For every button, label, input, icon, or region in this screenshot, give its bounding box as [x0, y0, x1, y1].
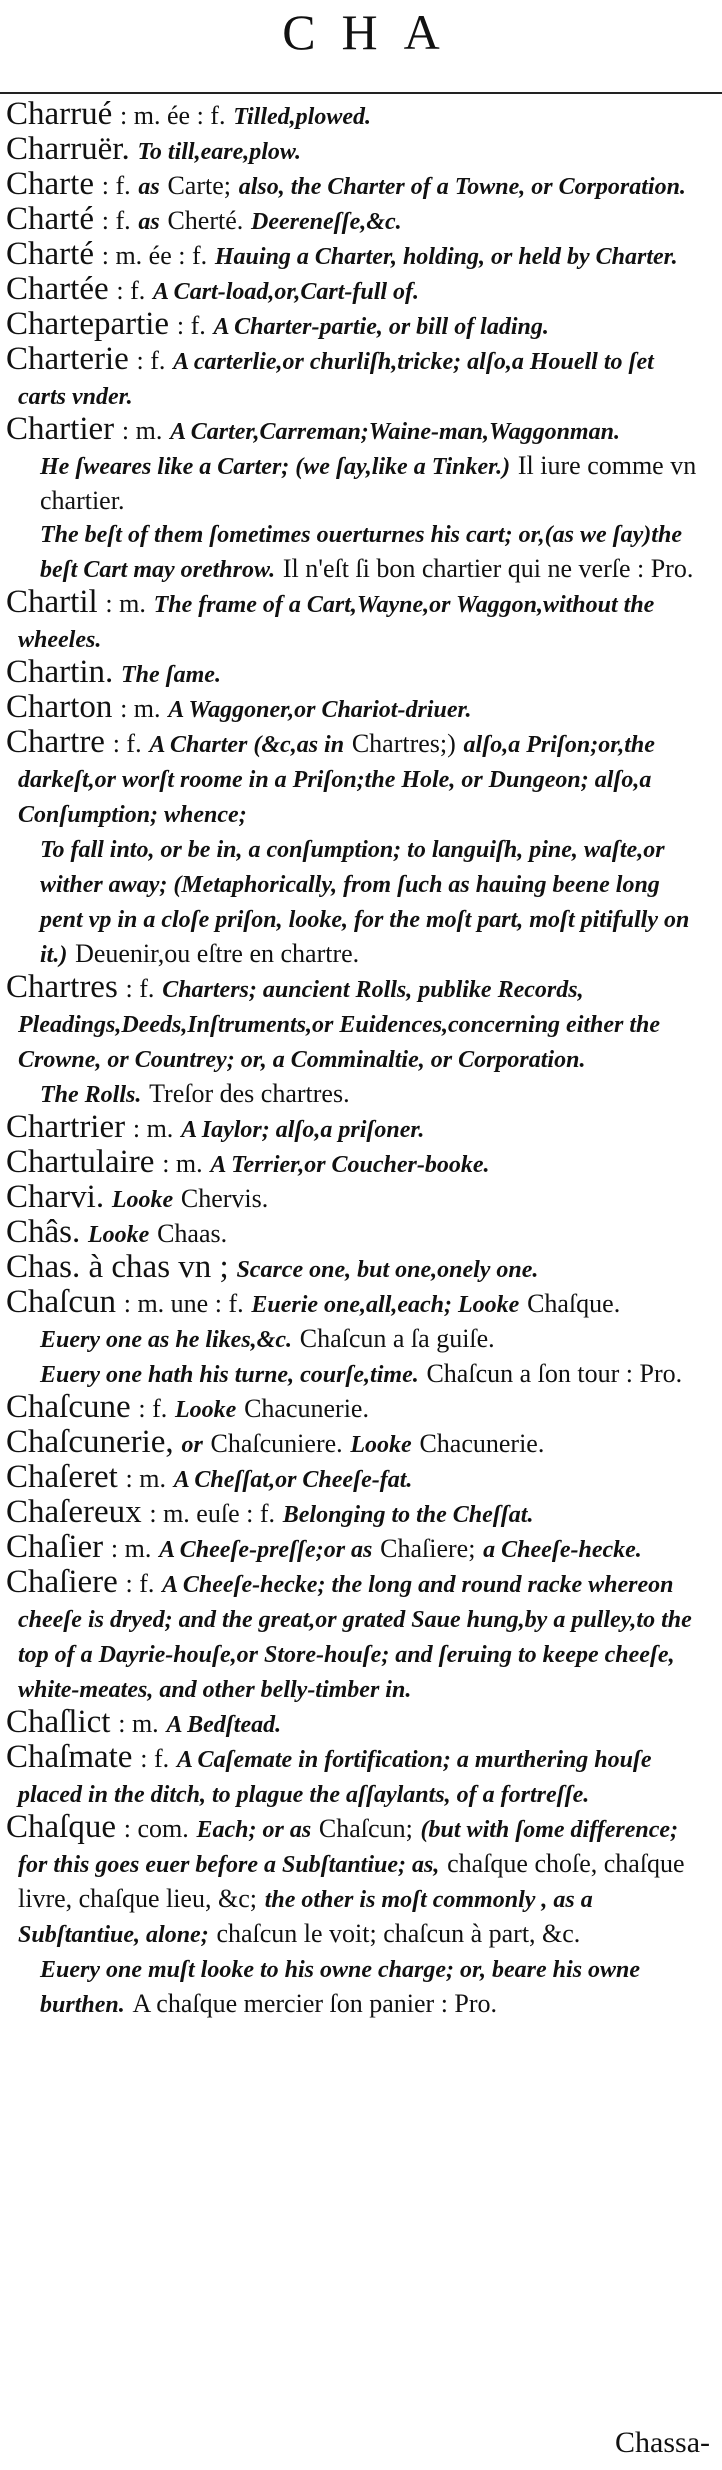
entry-hw-text: Chas. à chas vn ; — [6, 1249, 229, 1285]
entry-fr-text: Chartres;) — [351, 729, 456, 758]
dictionary-entry — [28, 1356, 706, 1391]
entry-en-text: Looke — [175, 1397, 237, 1423]
entry-hw-text: Chartrier — [6, 1109, 126, 1145]
dictionary-entry — [28, 1951, 706, 2021]
entry-en-text: The beſt of them ſometimes ouerturnes his cart; or,(as we ſay)the beſt Cart may orethrow. — [40, 522, 682, 583]
entry-fr-text: A chaſque mercier ſon panier : Pro. — [132, 1989, 498, 2018]
entry-gr-text: : m. euſe : f. — [149, 1499, 275, 1528]
entry-hw-text: Charté — [6, 236, 94, 272]
dictionary-entry — [6, 1496, 706, 1531]
entry-fr-text: chaſque choſe, chaſque livre, chaſque lieu, &c; — [18, 1849, 685, 1913]
entry-en-text: A Caſemate in fortification; a murthering houſe placed in the ditch, to plague the aſſaylants, of a fortreſſe. — [18, 1747, 652, 1808]
entry-gr-text: : m. — [162, 1149, 203, 1178]
entry-en-text: The Rolls. — [40, 1082, 142, 1108]
dictionary-entry — [6, 1531, 706, 1566]
entry-gr-text: : m. ée : f. — [101, 241, 208, 270]
entry-fr-text: Il n'eſt ſi bon chartier qui ne verſe : Pro. — [282, 554, 694, 583]
catchword: Chassa- — [615, 2426, 710, 2459]
dictionary-entry — [6, 1706, 706, 1741]
dictionary-entry — [6, 971, 706, 1076]
dictionary-entry — [6, 98, 706, 133]
entry-en-text: A Cart-load,or,Cart-full of. — [153, 279, 420, 305]
entry-en-text: (but with ſome difference; for this goes euer before a Subſtantiue; as, — [18, 1817, 679, 1878]
dictionary-entry — [6, 273, 706, 308]
dictionary-entry — [6, 1566, 706, 1706]
entry-gr-text: : f. — [112, 729, 142, 758]
entry-hw-text: Châs. — [6, 1214, 81, 1250]
entry-gr-text: : f. — [136, 346, 166, 375]
page-header — [0, 0, 722, 64]
entry-hw-text: Charrué — [6, 96, 113, 132]
dictionary-entry — [6, 308, 706, 343]
entry-gr-text: : f. — [101, 206, 131, 235]
dictionary-entry — [6, 586, 706, 656]
dictionary-entry — [28, 831, 706, 971]
dictionary-entry — [6, 343, 706, 413]
dictionary-entries — [6, 98, 706, 2021]
dictionary-entry — [6, 1111, 706, 1146]
entry-en-text: A Charter-partie, or bill of lading. — [213, 314, 549, 340]
entry-fr-text: Deuenir,ou eſtre en chartre. — [75, 939, 360, 968]
entry-hw-text: Chaſmate — [6, 1739, 133, 1775]
entry-hw-text: Charte — [6, 166, 94, 202]
entry-hw-text: Chartil — [6, 584, 98, 620]
dictionary-entry — [6, 238, 706, 273]
entry-hw-text: Chaſque — [6, 1809, 116, 1845]
entry-en-text: A Charter (&c,as in — [149, 732, 345, 758]
entry-en-text: A Terrier,or Coucher-booke. — [210, 1152, 490, 1178]
entry-gr-text: : com. — [123, 1814, 189, 1843]
entry-hw-text: Chartier — [6, 411, 115, 447]
entry-hw-text: Charvi. — [6, 1179, 105, 1215]
entry-en-text: or — [181, 1432, 203, 1458]
dictionary-entry — [6, 1811, 706, 1951]
entry-fr-text: Chaſcuniere. — [210, 1429, 343, 1458]
entry-hw-text: Chartre — [6, 724, 105, 760]
entry-en-text: The ſame. — [120, 662, 221, 688]
entry-fr-text: Cherté. — [167, 206, 244, 235]
entry-gr-text: : m. — [110, 1534, 152, 1563]
entry-gr-text: : f. — [101, 171, 131, 200]
entry-en-text: Hauing a Charter, holding, or held by Charter. — [214, 244, 678, 270]
entry-en-text: Belonging to the Cheſſat. — [282, 1502, 534, 1528]
entry-fr-text: Chaſcun a ſon tour : Pro. — [426, 1359, 683, 1388]
entry-en-text: Deereneſſe,&c. — [251, 209, 402, 235]
dictionary-entry — [6, 1286, 706, 1321]
entry-hw-text: Charté — [6, 201, 94, 237]
entry-en-text: A Iaylor; alſo,a priſoner. — [181, 1117, 425, 1143]
entry-gr-text: : f. — [176, 311, 206, 340]
entry-en-text: A Carter,Carreman;Waine-man,Waggonman. — [170, 419, 620, 445]
dictionary-entry — [6, 133, 706, 168]
entry-gr-text: : f. — [116, 276, 146, 305]
entry-en-text: the other is moſt commonly , as a Subſtantiue, alone; — [18, 1887, 593, 1948]
entry-en-text: To till,eare,plow. — [137, 139, 302, 165]
entry-gr-text: : m. — [121, 416, 163, 445]
entry-hw-text: Charton — [6, 689, 113, 725]
dictionary-entry — [6, 1426, 706, 1461]
entry-en-text: alſo,a Priſon;or,the darkeſt,or worſt roome in a Priſon;the Hole, or Dungeon; alſo,a Conſumption; whence; — [18, 732, 655, 828]
entry-en-text: He ſweares like a Carter; (we ſay,like a Tinker.) — [40, 454, 511, 480]
entry-hw-text: Chaſcun — [6, 1284, 116, 1320]
entry-gr-text: : m. — [118, 1709, 159, 1738]
dictionary-entry — [6, 726, 706, 831]
entry-en-text: To fall into, or be in, a conſumption; to languiſh, pine, waſte,or wither away; (Metaphorically, from ſuch as hauing beene long pent vp in a cloſe priſon, looke, for the moſt part, moſt pitifully on it.) — [40, 837, 690, 968]
entry-en-text: Scarce one, but one,onely one. — [236, 1257, 539, 1283]
entry-gr-text: : m. ée : f. — [120, 101, 226, 130]
dictionary-entry — [28, 516, 706, 586]
entry-fr-text: Il iure comme vn chartier. — [40, 451, 697, 515]
entry-en-text: Looke — [111, 1187, 174, 1213]
dictionary-entry — [6, 656, 706, 691]
entry-en-text: Each; or as — [196, 1817, 312, 1843]
dictionary-entry — [6, 1251, 706, 1286]
entry-en-text: Euery one as he likes,&c. — [40, 1327, 292, 1353]
entry-hw-text: Chaſiere — [6, 1564, 118, 1600]
dictionary-entry — [6, 1391, 706, 1426]
entry-fr-text: Chacunerie. — [244, 1394, 369, 1423]
entry-en-text: Tilled,plowed. — [233, 104, 371, 130]
dictionary-entry — [6, 203, 706, 238]
entry-en-text: A Bedſtead. — [166, 1712, 282, 1738]
entry-fr-text: Chaſque. — [527, 1289, 621, 1318]
entry-en-text: Looke — [350, 1432, 412, 1458]
entry-hw-text: Chaſeret — [6, 1459, 118, 1495]
entry-en-text: as — [138, 174, 160, 200]
dictionary-entry — [6, 1181, 706, 1216]
dictionary-entry — [6, 1146, 706, 1181]
entry-hw-text: Chaſlict — [6, 1704, 111, 1740]
entry-fr-text: Carte; — [167, 171, 231, 200]
entry-hw-text: Chartin. — [6, 654, 114, 690]
dictionary-entry — [6, 168, 706, 203]
entry-hw-text: Chartepartie — [6, 306, 170, 342]
entry-fr-text: Chervis. — [180, 1184, 269, 1213]
dictionary-entry — [6, 691, 706, 726]
entry-en-text: A Cheeſe-hecke; the long and round racke whereon cheeſe is dryed; and the great,or grated Saue hung,by a pulley,to the top of a Dayrie-houſe,or Store-houſe; and ſeruing to keepe cheeſe, white-meates, and other belly-timber in. — [18, 1572, 692, 1703]
entry-hw-text: Chartulaire — [6, 1144, 155, 1180]
dictionary-entry — [6, 1741, 706, 1811]
entry-gr-text: : f. — [125, 974, 155, 1003]
entry-fr-text: Chaſcun; — [318, 1814, 413, 1843]
entry-gr-text: : f. — [140, 1744, 170, 1773]
entry-fr-text: Chaas. — [157, 1219, 228, 1248]
entry-gr-text: : m. une : f. — [123, 1289, 244, 1318]
entry-hw-text: Chartée — [6, 271, 109, 307]
dictionary-entry — [28, 448, 706, 516]
entry-gr-text: : m. — [132, 1114, 174, 1143]
entry-gr-text: : f. — [125, 1569, 155, 1598]
entry-hw-text: Chaſcunerie, — [6, 1424, 174, 1460]
entry-en-text: A Cheſſat,or Cheeſe-fat. — [173, 1467, 413, 1493]
entry-hw-text: Chartres — [6, 969, 118, 1005]
entry-hw-text: Chaſcune — [6, 1389, 131, 1425]
dictionary-entry — [6, 1461, 706, 1496]
entry-en-text: Euery one muſt looke to his owne charge; or, beare his owne burthen. — [40, 1957, 641, 2018]
entry-en-text: Euerie one,all,each; Looke — [251, 1292, 520, 1318]
entry-en-text: A Cheeſe-preſſe;or as — [159, 1537, 373, 1563]
entry-hw-text: Charterie — [6, 341, 129, 377]
entry-en-text: Looke — [88, 1222, 150, 1248]
entry-fr-text: Chacunerie. — [419, 1429, 545, 1458]
entry-gr-text: : f. — [138, 1394, 168, 1423]
entry-hw-text: Charruër. — [6, 131, 130, 167]
entry-fr-text: chaſcun le voit; chaſcun à part, &c. — [216, 1919, 581, 1948]
entry-en-text: The frame of a Cart,Wayne,or Waggon,without the wheeles. — [18, 592, 655, 653]
dictionary-entry — [6, 413, 706, 448]
entry-en-text: Euery one hath his turne, courſe,time. — [40, 1362, 419, 1388]
dictionary-entry — [28, 1076, 706, 1111]
entry-hw-text: Chaſereux — [6, 1494, 142, 1530]
entry-gr-text: : m. — [120, 694, 161, 723]
entry-hw-text: Chaſier — [6, 1529, 104, 1565]
entry-en-text: A carterlie,or churliſh,tricke; alſo,a Houell to ſet carts vnder. — [18, 349, 654, 410]
entry-gr-text: : m. — [125, 1464, 166, 1493]
entry-fr-text: Chaſcun a ſa guiſe. — [299, 1324, 495, 1353]
entry-gr-text: : m. — [105, 589, 146, 618]
entry-fr-text: Treſor des chartres. — [149, 1079, 350, 1108]
entry-fr-text: Chaſiere; — [380, 1534, 476, 1563]
entry-en-text: as — [138, 209, 160, 235]
dictionary-entry — [28, 1321, 706, 1356]
running-head: CHA — [282, 4, 466, 60]
entry-en-text: also, the Charter of a Towne, or Corporation. — [238, 174, 686, 200]
entry-en-text: A Waggoner,or Chariot-driuer. — [168, 697, 472, 723]
entry-en-text: a Cheeſe-hecke. — [483, 1537, 642, 1563]
header-rule — [0, 92, 722, 94]
dictionary-entry — [6, 1216, 706, 1251]
entry-en-text: Charters; auncient Rolls, publike Records, Pleadings,Deeds,Inſtruments,or Euidences,concerning either the Crowne, or Countrey; or, a Comminaltie, or Corporation. — [18, 977, 661, 1073]
